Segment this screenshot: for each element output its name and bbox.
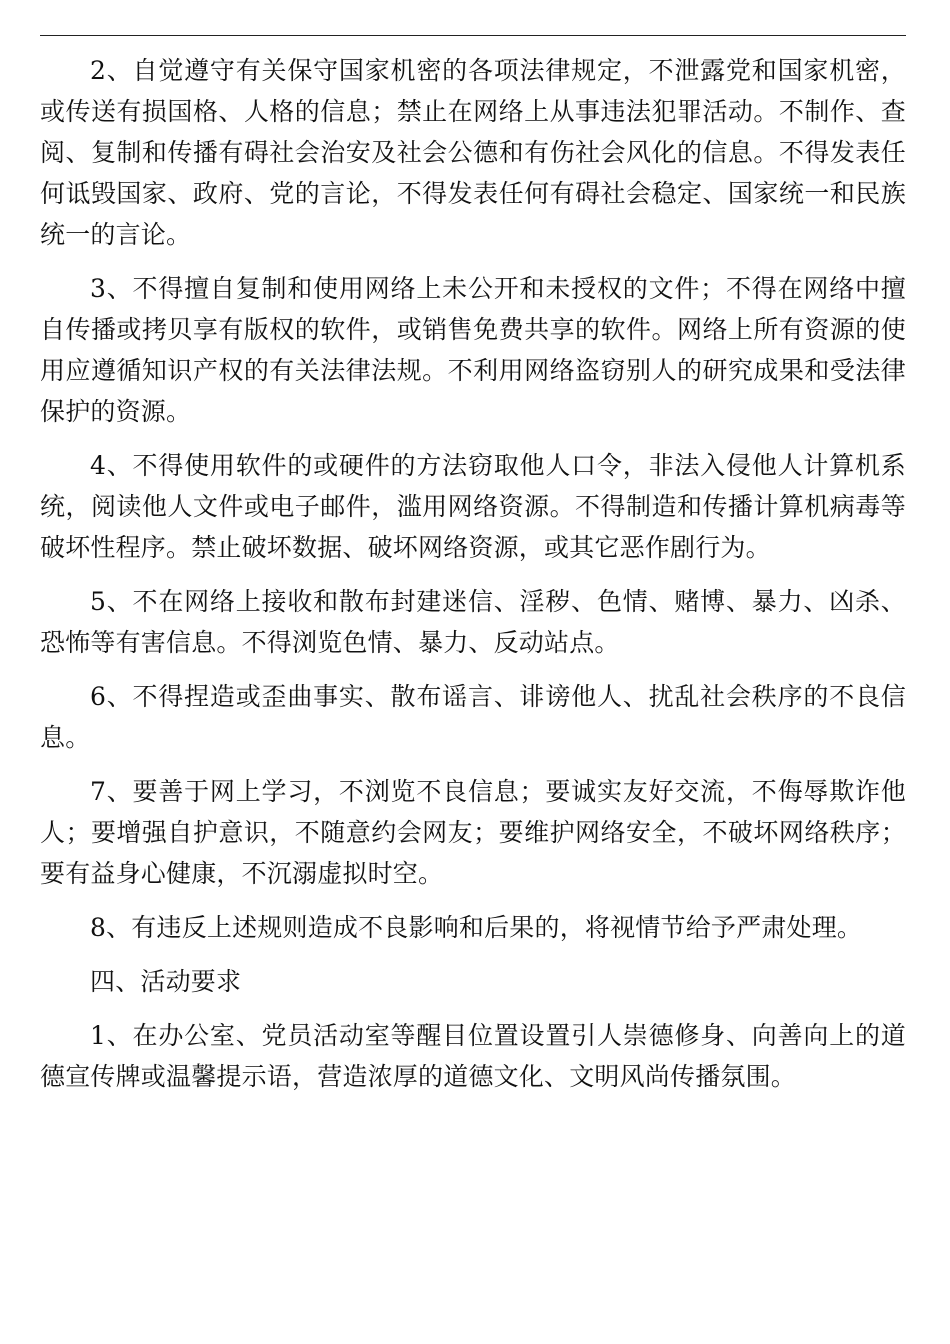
paragraph-rule-2: 2、自觉遵守有关保守国家机密的各项法律规定，不泄露党和国家机密，或传送有损国格、人格的信息；禁止在网络上从事违法犯罪活动。不制作、查阅、复制和传播有碍社会治安及社会公德和有伤社会风化的信息。不得发表任何诋毁国家、政府、党的言论，不得发表任何有碍社会稳定、国家统一和民族统一的言论。	[40, 56, 906, 249]
document-body	[40, 50, 906, 1110]
section-heading-activity-requirements: 四、活动要求	[90, 967, 242, 996]
header-rule	[40, 35, 906, 36]
paragraph-rule-4: 4、不得使用软件的或硬件的方法窃取他人口令，非法入侵他人计算机系统，阅读他人文件或电子邮件，滥用网络资源。不得制造和传播计算机病毒等破坏性程序。禁止破坏数据、破坏网络资源，或其它恶作剧行为。	[40, 451, 906, 562]
paragraph-rule-6: 6、不得捏造或歪曲事实、散布谣言、诽谤他人、扰乱社会秩序的不良信息。	[40, 682, 906, 752]
paragraph-requirement-1: 1、在办公室、党员活动室等醒目位置设置引人崇德修身、向善向上的道德宣传牌或温馨提示语，营造浓厚的道德文化、文明风尚传播氛围。	[40, 1021, 906, 1091]
paragraph-rule-5: 5、不在网络上接收和散布封建迷信、淫秽、色情、赌博、暴力、凶杀、恐怖等有害信息。不得浏览色情、暴力、反动站点。	[40, 587, 906, 657]
paragraph-rule-8: 8、有违反上述规则造成不良影响和后果的，将视情节给予严肃处理。	[90, 913, 863, 942]
paragraph-rule-3: 3、不得擅自复制和使用网络上未公开和未授权的文件；不得在网络中擅自传播或拷贝享有版权的软件，或销售免费共享的软件。网络上所有资源的使用应遵循知识产权的有关法律法规。不利用网络盗窃别人的研究成果和受法律保护的资源。	[40, 274, 906, 426]
paragraph-rule-7: 7、要善于网上学习，不浏览不良信息；要诚实友好交流，不侮辱欺诈他人；要增强自护意识，不随意约会网友；要维护网络安全，不破坏网络秩序；要有益身心健康，不沉溺虚拟时空。	[40, 777, 906, 888]
